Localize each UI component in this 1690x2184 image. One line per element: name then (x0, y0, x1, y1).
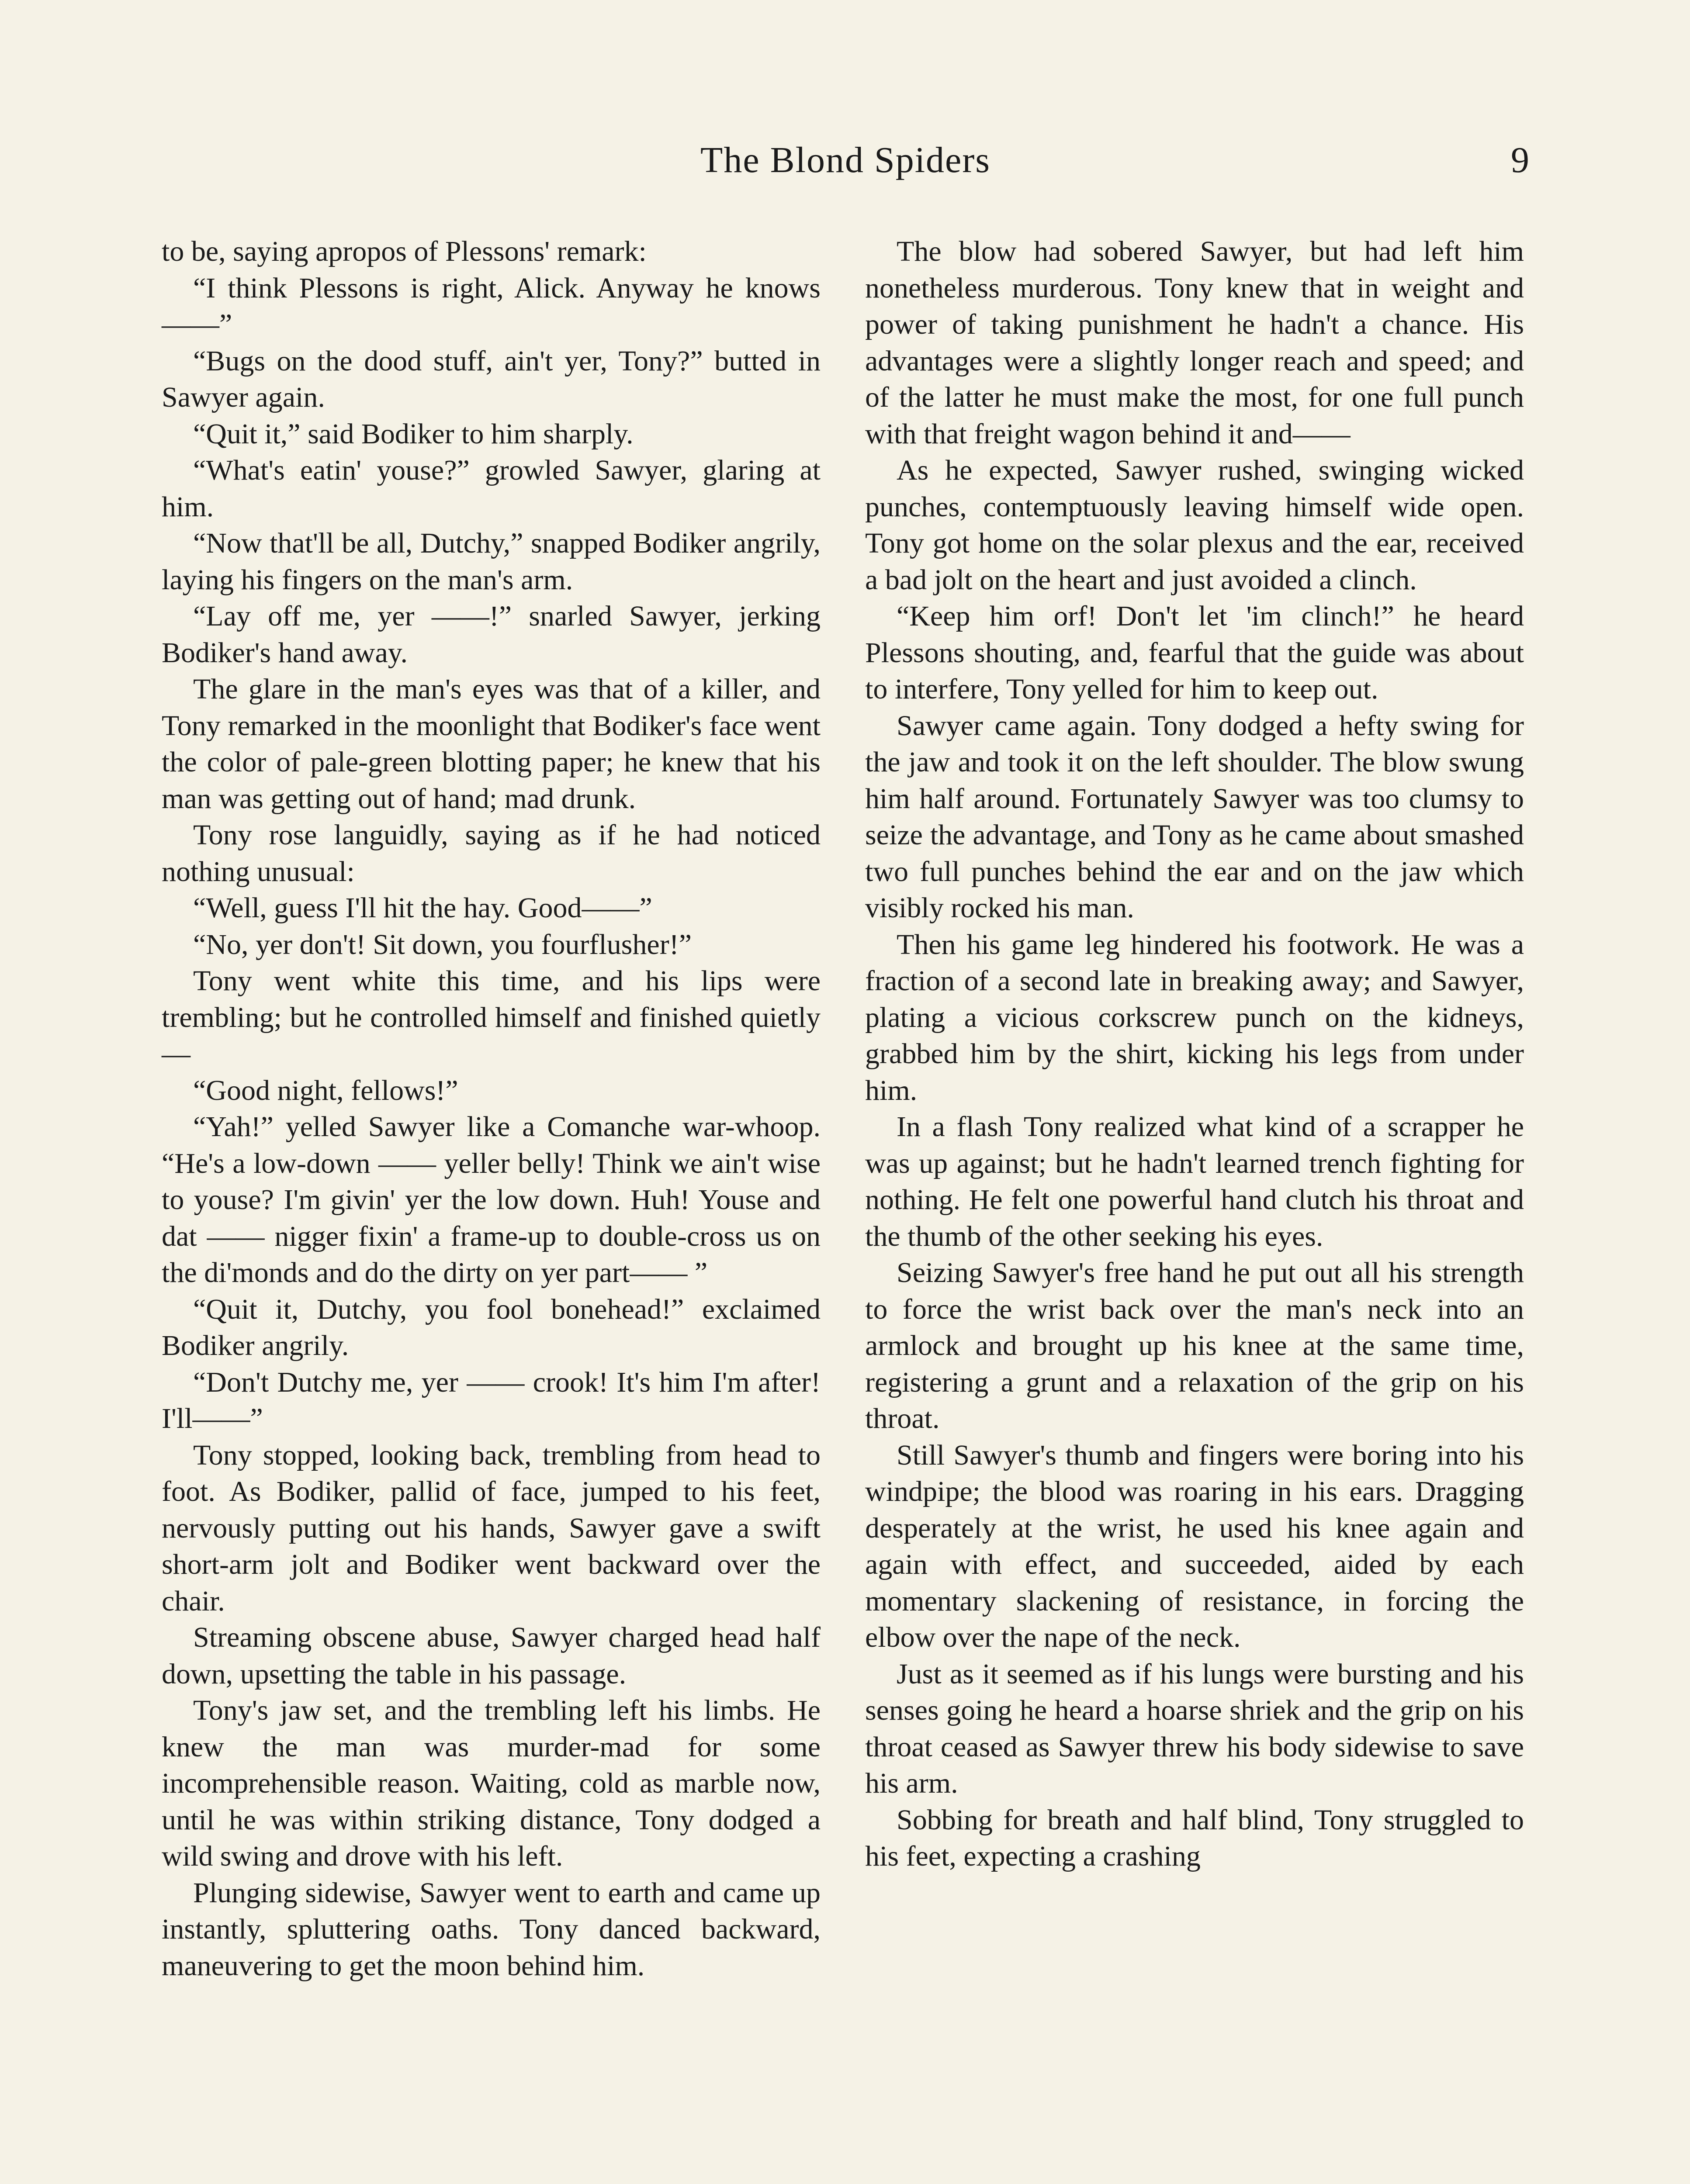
paragraph: “Now that'll be all, Dutchy,” snapped Bodiker angrily, laying his fingers on the man's arm. (162, 527, 821, 596)
paragraph: “Bugs on the dood stuff, ain't yer, Tony?” butted in Sawyer again. (162, 345, 821, 413)
paragraph: Tony stopped, looking back, trembling from head to foot. As Bodiker, pallid of face, jumped to his feet, nervously putting out his hands, Sawyer gave a swift short-arm jolt and Bodiker went backward over the chair. (162, 1439, 821, 1617)
paragraph: Tony went white this time, and his lips were trembling; but he controlled himself and finished quietly— (162, 965, 821, 1070)
paragraph: Then his game leg hindered his footwork. He was a fraction of a second late in breaking away; and Sawyer, plating a vicious corkscrew punch on the kidneys, grabbed him by the shirt, kicking his legs from under him. (865, 928, 1524, 1106)
paragraph: “Good night, fellows!” (193, 1074, 458, 1106)
paragraph: Just as it seemed as if his lungs were bursting and his senses going he heard a hoarse shriek and the grip on his throat ceased as Sawyer threw his body sidewise to save his arm. (865, 1658, 1524, 1799)
page-header (162, 139, 1529, 187)
paragraph: Still Sawyer's thumb and fingers were boring into his windpipe; the blood was roaring in his ears. Dragging desperately at the wrist, he used his knee again and again with effect, and succeeded, aided by each momentary slackening of resistance, in forcing the elbow over the nape of the neck. (865, 1439, 1524, 1653)
running-title: The Blond Spiders (700, 140, 990, 180)
paragraph: “I think Plessons is right, Alick. Anyway he knows——” (162, 272, 821, 340)
paragraph: The blow had sobered Sawyer, but had left him nonetheless murderous. Tony knew that in weight and power of taking punishment he hadn't a chance. His advantages were a slightly longer reach and speed; and of the latter he must make the most, for one full punch with that freight wagon behind it and—— (865, 235, 1524, 450)
paragraph: “Well, guess I'll hit the hay. Good——” (193, 892, 652, 924)
paragraph: Seizing Sawyer's free hand he put out all his strength to force the wrist back over the man's neck into an armlock and brought up his knee at the same time, registering a grunt and a relaxation of the grip on his throat. (865, 1257, 1524, 1434)
paragraph: Sawyer came again. Tony dodged a hefty swing for the jaw and took it on the left shoulder. The blow swung him half around. Fortunately Sawyer was too clumsy to seize the advantage, and Tony as he came about smashed two full punches behind the ear and on the jaw which visibly rocked his man. (865, 709, 1524, 924)
paragraph: “Quit it,” said Bodiker to him sharply. (193, 418, 634, 450)
paragraph: Streaming obscene abuse, Sawyer charged head half down, upsetting the table in his passage. (162, 1621, 821, 1690)
page-number: 9 (1511, 140, 1529, 180)
paragraph: In a flash Tony realized what kind of a scrapper he was up against; but he hadn't learned trench fighting for nothing. He felt one powerful hand clutch his throat and the thumb of the other seeking his eyes. (865, 1111, 1524, 1252)
paragraph: “Don't Dutchy me, yer —— crook! It's him I'm after! I'll——” (162, 1366, 821, 1434)
right-column (865, 233, 1524, 1875)
paragraph: “Yah!” yelled Sawyer like a Comanche war-whoop. “He's a low-down —— yeller belly! Think we ain't wise to youse? I'm givin' yer the low down. Huh! Youse and dat —— nigger fixin' a frame-up to double-cross us on the di'monds and do the dirty on yer part—— ” (162, 1111, 821, 1289)
paragraph: The glare in the man's eyes was that of a killer, and Tony remarked in the moonlight that Bodiker's face went the color of pale-green blotting paper; he knew that his man was getting out of hand; mad drunk. (162, 673, 821, 815)
paragraph: Sobbing for breath and half blind, Tony struggled to his feet, expecting a crashing (865, 1804, 1524, 1872)
paragraph: “What's eatin' youse?” growled Sawyer, glaring at him. (162, 454, 821, 523)
paragraph: Tony's jaw set, and the trembling left his limbs. He knew the man was murder-mad for some incomprehensible reason. Waiting, cold as marble now, until he was within striking distance, Tony dodged a wild swing and drove with his left. (162, 1694, 821, 1872)
paragraph: “Keep him orf! Don't let 'im clinch!” he heard Plessons shouting, and, fearful that the guide was about to interfere, Tony yelled for him to keep out. (865, 600, 1524, 705)
left-column (162, 233, 821, 1984)
paragraph: “Quit it, Dutchy, you fool bonehead!” exclaimed Bodiker angrily. (162, 1293, 821, 1362)
paragraph: “Lay off me, yer ——!” snarled Sawyer, jerking Bodiker's hand away. (162, 600, 821, 669)
paragraph: to be, saying apropos of Plessons' remark: (162, 235, 647, 267)
paragraph: Tony rose languidly, saying as if he had noticed nothing unusual: (162, 819, 821, 888)
paragraph: Plunging sidewise, Sawyer went to earth and came up instantly, spluttering oaths. Tony danced backward, maneuvering to get the moon behind him. (162, 1876, 821, 1982)
paragraph: As he expected, Sawyer rushed, swinging wicked punches, contemptuously leaving himself wide open. Tony got home on the solar plexus and the ear, received a bad jolt on the heart and just avoided a clinch. (865, 454, 1524, 596)
paragraph: “No, yer don't! Sit down, you fourflusher!” (193, 928, 692, 961)
